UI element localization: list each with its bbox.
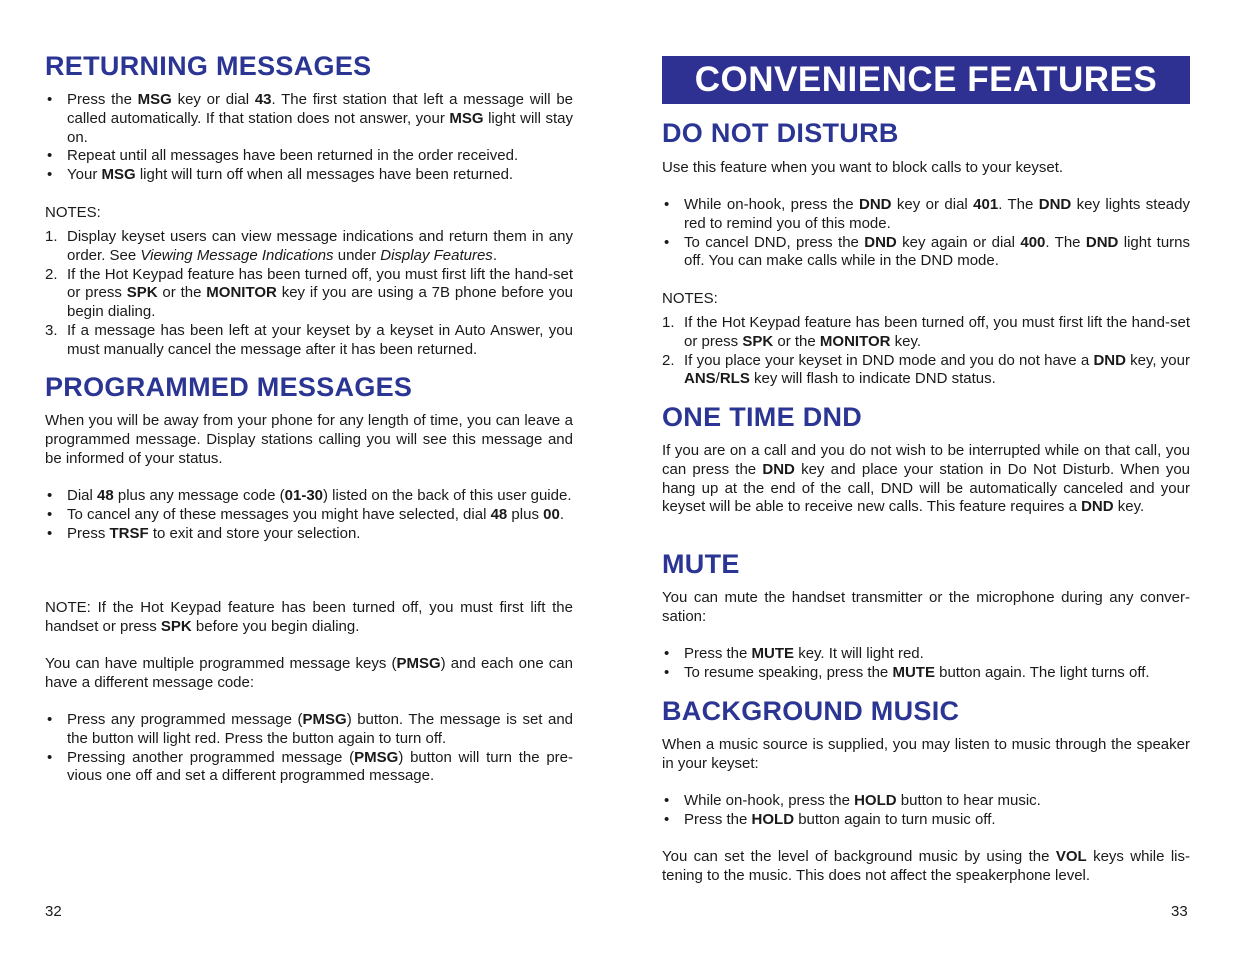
bullet-item: • Pressing another programmed message (PMSG) button will turn the pre-vious one off and set a different programmed message. [45,749,573,787]
music-level: You can set the level of background music by using the VOL keys while lis-tening to the music. This does not affect the speakerphone level. [662,848,1191,884]
dnd-intro: Use this feature when you want to block calls to your keyset. [662,159,1064,176]
bullet-item: • Repeat until all messages have been returned in the order received. [45,147,573,166]
dnd-list [662,196,1190,271]
note-number: 1. [662,314,675,331]
note-item: 2. If you place your keyset in DND mode and you do not have a DND key, your ANS/RLS key will flash to indicate DND status. [662,351,1190,388]
convenience-features-banner: CONVENIENCE FEATURES [662,56,1190,104]
bullet-item: • Press the MSG key or dial 43. The first station that left a message will be called automatically. If that station does not answer, your MSG light will stay on. [45,91,573,147]
page-number-left: 32 [45,903,62,920]
bullet-item: • Your MSG light will turn off when all messages have been returned. [45,166,573,185]
bullet-item: • To resume speaking, press the MUTE button again. The light turns off. [662,664,1190,683]
returning-messages-heading: RETURNING MESSAGES [45,51,372,81]
note-number: 3. [45,321,58,339]
bullet-item: • Press the HOLD button again to turn music off. [662,811,1190,830]
do-not-disturb-heading: DO NOT DISTURB [662,118,899,148]
bullet-item: • While on-hook, press the DND key or dial 401. The DND key lights steady red to remind you of this mode. [662,196,1190,234]
note-number: 1. [45,228,58,245]
music-list [662,792,1190,830]
mute-list [662,645,1190,683]
note-item: 1. If the Hot Keypad feature has been turned off, you must first lift the hand-set or press SPK or the MONITOR key. [662,314,1190,350]
pmsg-list [45,711,573,786]
programmed-messages-heading: PROGRAMMED MESSAGES [45,372,413,402]
returning-notes-label: NOTES: [45,204,101,221]
bullet-item: • Press any programmed message (PMSG) button. The message is set and the button will light red. Press the button again to turn off. [45,711,573,749]
hot-keypad-note: NOTE: If the Hot Keypad feature has been turned off, you must first lift the handset or press SPK before you begin dialing. [45,599,573,635]
dnd-notes-list [662,314,1190,389]
pmsg-intro: You can have multiple programmed message keys (PMSG) and each one can have a different message code: [45,655,573,691]
dnd-notes-label: NOTES: [662,290,718,307]
page-number-right: 33 [1171,903,1188,920]
note-number: 2. [45,265,58,283]
returning-notes-list [45,228,573,360]
bullet-item: • Press the MUTE key. It will light red. [662,645,1190,664]
programmed-list [45,487,573,543]
bullet-item: • To cancel DND, press the DND key again or dial 400. The DND light turns off. You can make calls while in the DND mode. [662,234,1190,272]
music-intro: When a music source is supplied, you may listen to music through the speaker in your keyset: [662,736,1190,772]
returning-messages-list [45,91,573,185]
bullet-item: • Dial 48 plus any message code (01-30) listed on the back of this user guide. [45,487,573,506]
one-time-dnd-body: If you are on a call and you do not wish to be interrupted while on that call, you can press the DND key and place your station in Do Not Disturb. When you hang up at the end of the call, DND will be automatically canceled and your keyset will be able to receive new calls. This feature requires a DND key. [662,442,1191,516]
mute-intro: You can mute the handset transmitter or the microphone during any conver-sation: [662,589,1190,625]
note-item: 1. Display keyset users can view message indications and return them in any order. See Viewing Message Indications under Display Features. [45,228,573,264]
one-time-dnd-heading: ONE TIME DND [662,402,863,432]
bullet-item: • Press TRSF to exit and store your selection. [45,525,573,544]
mute-heading: MUTE [662,549,740,579]
background-music-heading: BACKGROUND MUSIC [662,696,960,726]
bullet-item: • To cancel any of these messages you might have selected, dial 48 plus 00. [45,506,573,525]
note-item: 2. If the Hot Keypad feature has been turned off, you must first lift the hand-set or press SPK or the MONITOR key if you are using a 7B phone before you begin dialing. [45,265,573,321]
bullet-item: • While on-hook, press the HOLD button to hear music. [662,792,1190,811]
programmed-intro: When you will be away from your phone for any length of time, you can leave a programmed message. Display stations calling you will see this message and be informed of your status. [45,412,573,467]
note-number: 2. [662,351,675,369]
note-item: 3. If a message has been left at your keyset by a keyset in Auto Answer, you must manually cancel the message after it has been returned. [45,321,573,358]
